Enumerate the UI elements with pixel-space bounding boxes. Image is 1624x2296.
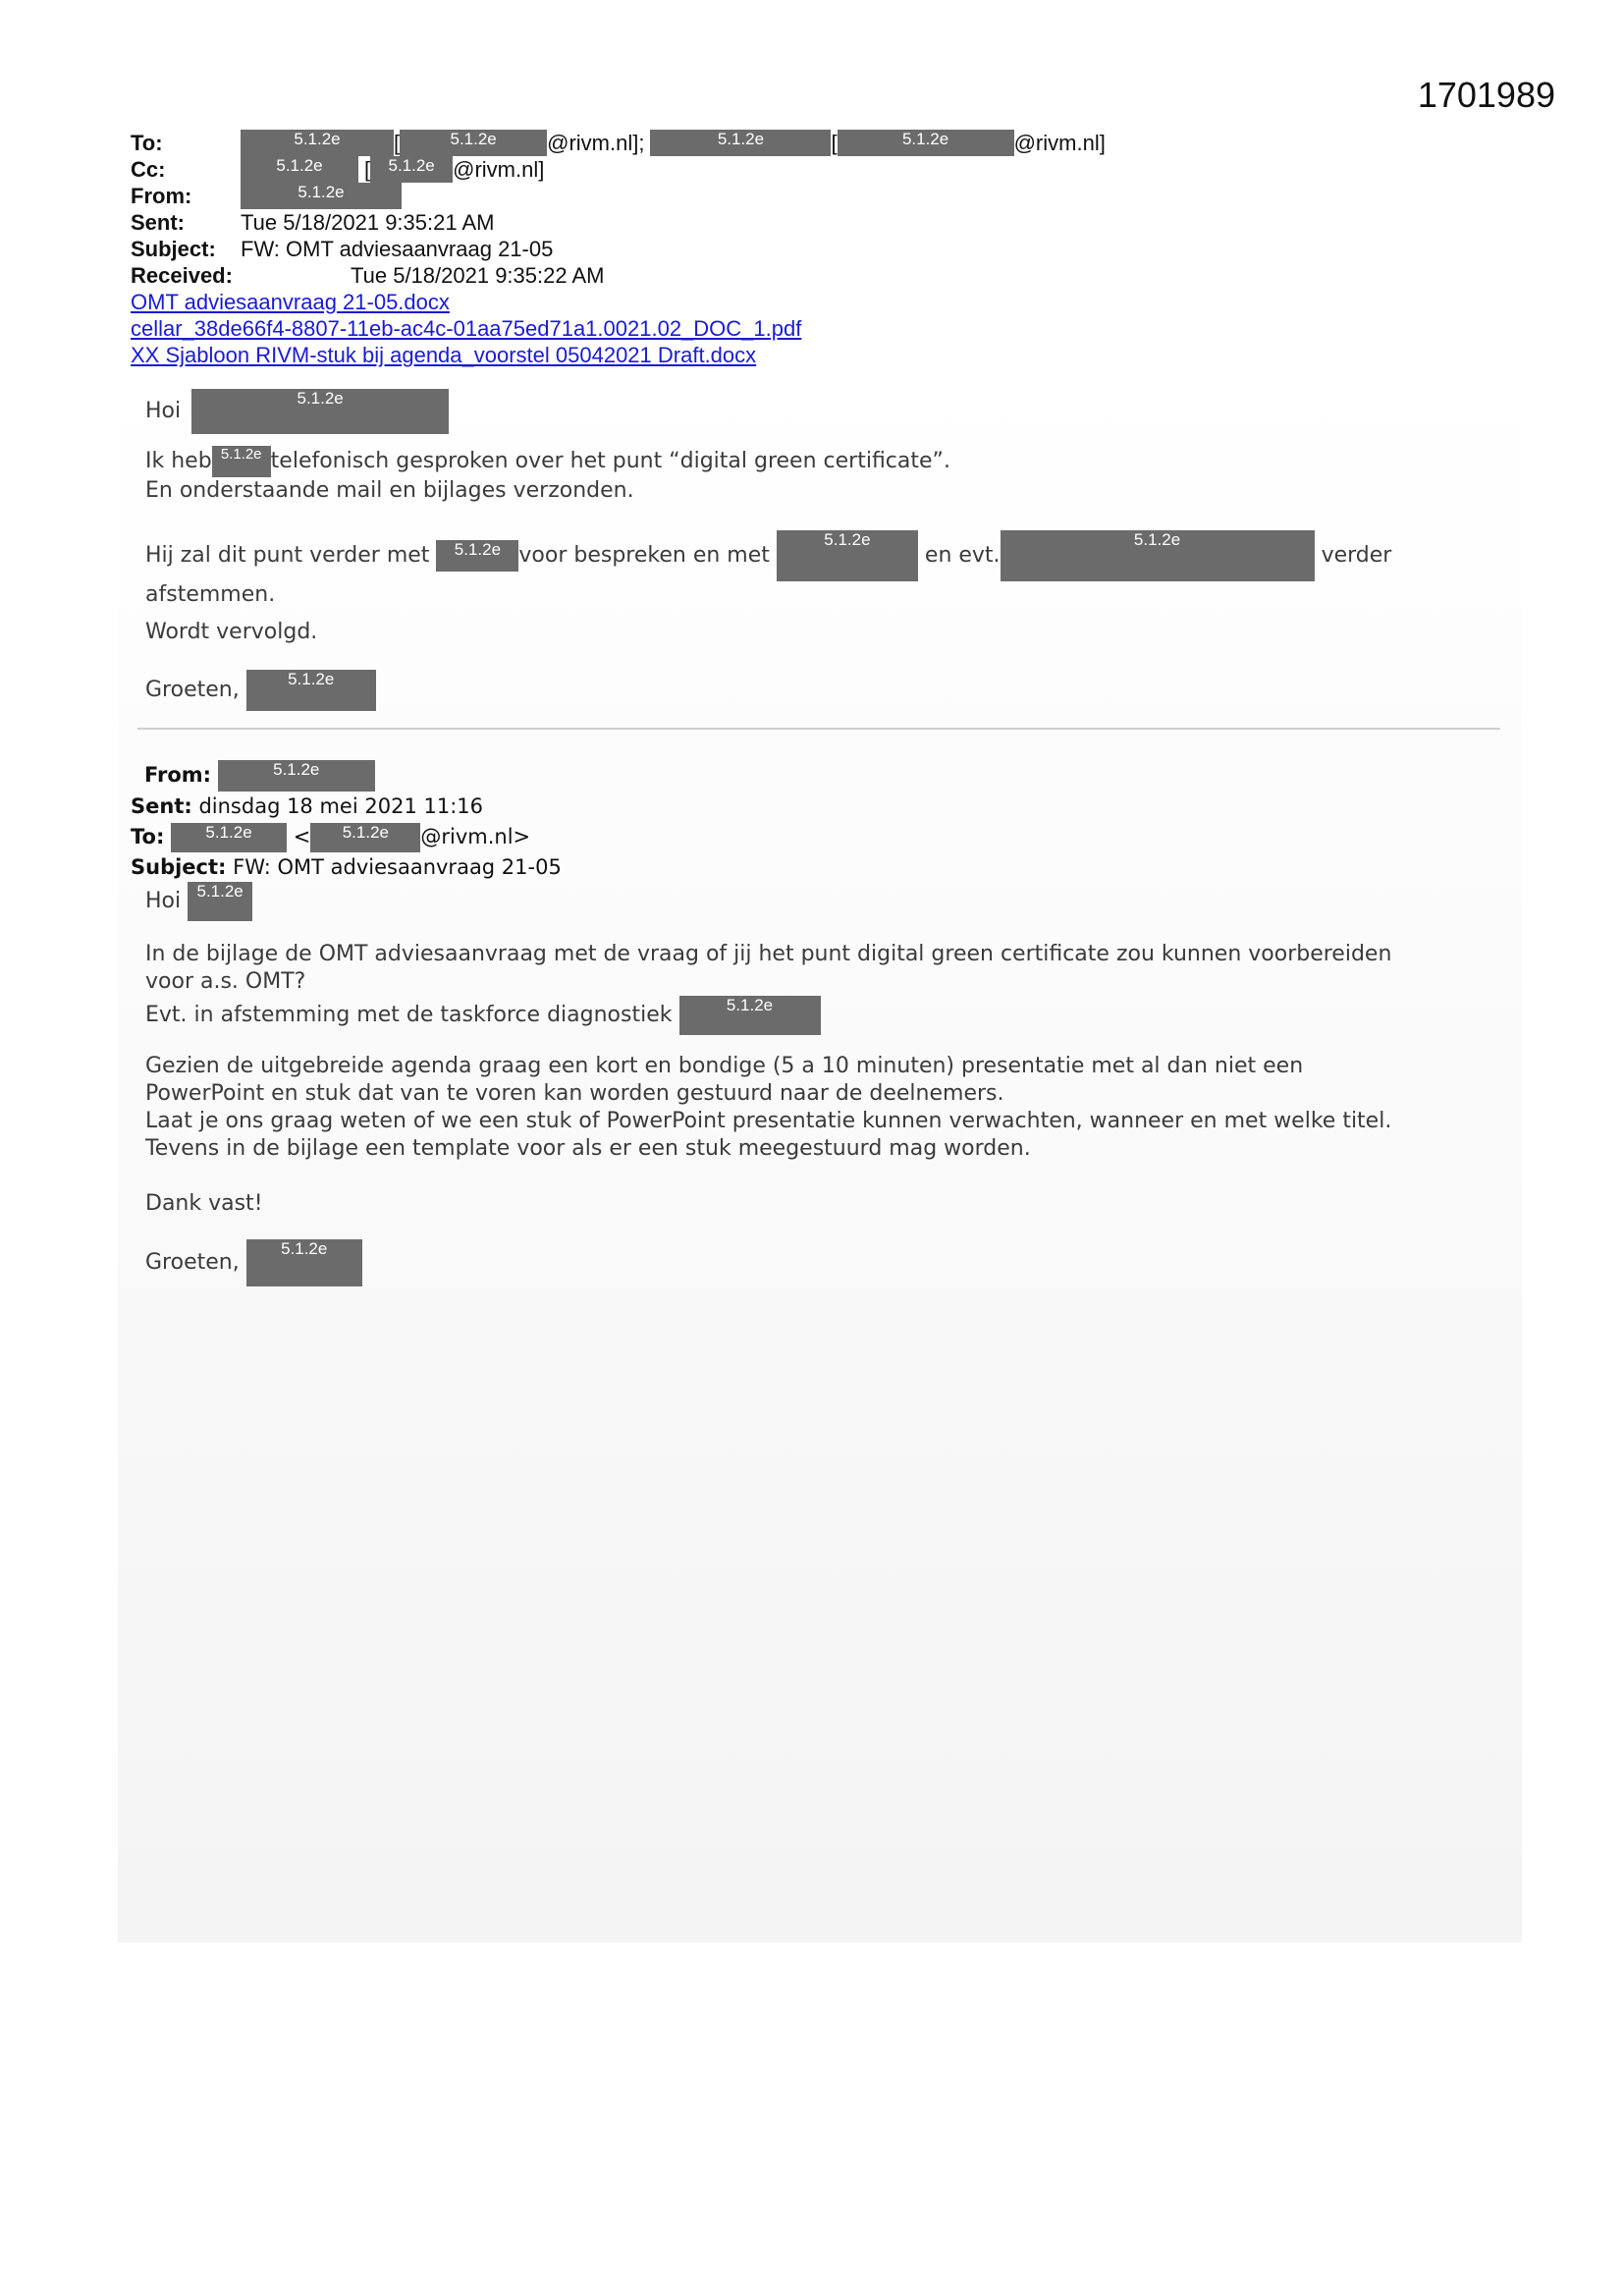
subject-row <box>131 236 1525 262</box>
redaction-block: 5.1.2e <box>370 156 453 183</box>
document-number: 1701989 <box>1417 75 1555 115</box>
original-greeting: Hoi 5.1.2e <box>145 882 252 921</box>
sent-label: Sent: <box>131 210 185 235</box>
original-paragraph-2: Gezien de uitgebreide agenda graag een kort en bondige (5 a 10 minuten) presentatie met al dan niet een PowerPoint en stuk dat van te voren kan worden gestuurd naar de deelnemers. Laat je ons graag weten of we een stuk of PowerPoint presentatie kunnen verwachten, wanneer en met welke titel. Tevens in de bijlage een template voor als er een stuk meegestuurd mag worden. <box>145 1054 1392 1161</box>
redaction-block: 5.1.2e <box>436 540 518 572</box>
redaction-block: 5.1.2e <box>777 530 918 581</box>
redaction-block: 5.1.2e <box>241 156 358 183</box>
redaction-block: 5.1.2e <box>310 823 420 852</box>
subject-value: FW: OMT adviesaanvraag 21-05 <box>241 237 554 261</box>
received-value: Tue 5/18/2021 9:35:22 AM <box>351 263 605 288</box>
from-label: From: <box>131 184 192 208</box>
redaction-block: 5.1.2e <box>679 996 821 1035</box>
sent-row <box>131 209 1525 236</box>
redaction-block: 5.1.2e <box>246 670 376 711</box>
reply-paragraph-3: Wordt vervolgd. <box>145 620 318 644</box>
reply-paragraph-1: Ik heb 5.1.2e telefonisch gesproken over het punt “digital green certificate”. En onderstaande mail en bijlages verzonden. <box>145 446 950 503</box>
redaction-block: 5.1.2e <box>400 130 547 156</box>
reply-paragraph-2: Hij zal dit punt verder met 5.1.2e voor bespreken en met 5.1.2e en evt.5.1.2e verder afstemmen. <box>145 530 1392 607</box>
redaction-block: 5.1.2e <box>171 823 287 852</box>
cc-label: Cc: <box>131 157 166 182</box>
to-domain: @rivm.nl] <box>1013 131 1106 155</box>
redaction-block: 5.1.2e <box>650 130 831 156</box>
from-row <box>131 183 1525 209</box>
cc-value: 5.1.2e [ 5.1.2e @rivm.nl] <box>241 156 544 183</box>
redaction-block: 5.1.2e <box>188 882 252 921</box>
to-label: To: <box>131 131 163 155</box>
original-closing: Groeten, 5.1.2e <box>145 1239 362 1286</box>
cc-row <box>131 156 1525 183</box>
original-paragraph-1: In de bijlage de OMT adviesaanvraag met de vraag of jij het punt digital green certificate zou kunnen voorbereiden voor a.s. OMT? Evt. in afstemming met de taskforce diagnostiek 5.1.2e <box>145 941 1391 1035</box>
email-header <box>131 130 1525 368</box>
to-row <box>131 130 1525 156</box>
redaction-block: 5.1.2e <box>241 183 402 209</box>
received-row <box>131 262 1525 289</box>
received-label: Received: <box>131 263 233 288</box>
from-value <box>241 183 402 209</box>
attachment-link[interactable]: OMT adviesaanvraag 21-05.docx <box>131 290 450 314</box>
attachment-link[interactable]: XX Sjabloon RIVM-stuk bij agenda_voorstel 05042021 Draft.docx <box>131 343 757 367</box>
redaction-block: 5.1.2e <box>218 760 375 792</box>
divider <box>137 728 1500 730</box>
attachment-link[interactable]: cellar_38de66f4-8807-11eb-ac4c-01aa75ed71a1.0021.02_DOC_1.pdf <box>131 316 802 341</box>
original-paragraph-3: Dank vast! <box>145 1191 263 1216</box>
redaction-block: 5.1.2e <box>246 1239 362 1286</box>
reply-closing: Groeten, 5.1.2e <box>145 670 376 711</box>
redaction-block: 5.1.2e <box>838 130 1014 156</box>
sent-value: Tue 5/18/2021 9:35:21 AM <box>241 210 495 235</box>
redaction-block: 5.1.2e <box>241 130 394 156</box>
to-domain: @rivm.nl]; <box>547 131 645 155</box>
to-value: 5.1.2e [ 5.1.2e @rivm.nl]; 5.1.2e [ 5.1.2e @rivm.nl] <box>241 130 1106 156</box>
subject-label: Subject: <box>131 237 216 261</box>
redaction-block: 5.1.2e <box>191 389 449 434</box>
redaction-block: 5.1.2e <box>212 446 271 477</box>
reply-greeting: Hoi 5.1.2e <box>145 389 449 434</box>
redaction-block: 5.1.2e <box>1001 530 1315 581</box>
cc-domain: @rivm.nl] <box>453 157 545 182</box>
forward-header: From: 5.1.2e Sent: dinsdag 18 mei 2021 11:16 To: 5.1.2e < 5.1.2e @rivm.nl> Subject: FW: OMT adviesaanvraag 21-05 <box>131 760 562 879</box>
